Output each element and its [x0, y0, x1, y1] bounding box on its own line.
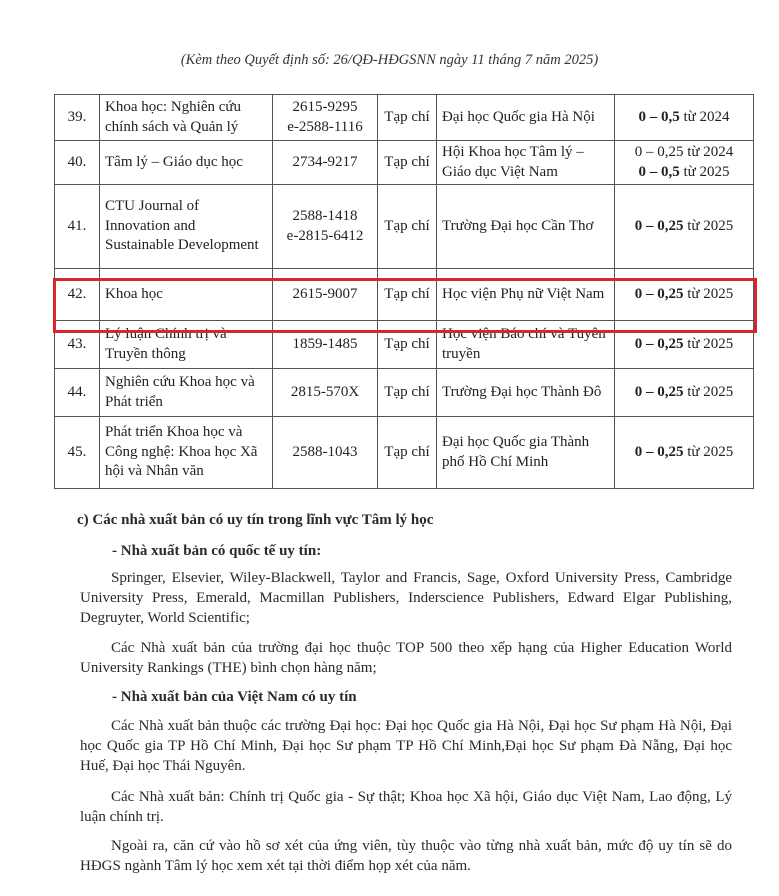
sub-vietnam-block	[80, 687, 732, 707]
publication-type: Tạp chí	[378, 95, 437, 141]
journal-row	[55, 185, 754, 269]
row-number: 40.	[55, 141, 100, 185]
intl-publishers-block	[80, 568, 732, 628]
publisher: Học viện Báo chí và Tuyên truyền	[437, 321, 615, 369]
score-range: 0 – 0,25 từ 2025	[615, 269, 754, 321]
journal-name: Tâm lý – Giáo dục học	[100, 141, 273, 185]
issn: 2734-9217	[273, 141, 378, 185]
publisher: Trường Đại học Cần Thơ	[437, 185, 615, 269]
score-range: 0 – 0,25 từ 2025	[615, 369, 754, 417]
publisher: Đại học Quốc gia Hà Nội	[437, 95, 615, 141]
section-c-heading	[77, 510, 732, 530]
row-number: 43.	[55, 321, 100, 369]
score-range: 0 – 0,5 từ 2024	[615, 95, 754, 141]
vn-universities-block	[80, 716, 732, 776]
journal-row	[55, 321, 754, 369]
journal-row	[55, 269, 754, 321]
publisher: Hội Khoa học Tâm lý – Giáo dục Việt Nam	[437, 141, 615, 185]
journal-table-body	[55, 95, 754, 489]
journal-name: Khoa học	[100, 269, 273, 321]
intl-universities-text: Các Nhà xuất bản của trường đại học thuộc TOP 500 theo xếp hạng của Higher Education World University Rankings (THE) bình chọn hàng năm;	[80, 640, 732, 676]
score-range: 0 – 0,25 từ 2025	[615, 185, 754, 269]
row-number: 39.	[55, 95, 100, 141]
publication-type: Tạp chí	[378, 369, 437, 417]
publisher: Học viện Phụ nữ Việt Nam	[437, 269, 615, 321]
score-range: 0 – 0,25 từ 2024 0 – 0,5 từ 2025	[615, 141, 754, 185]
subheading-vietnam: - Nhà xuất bản của Việt Nam có uy tín	[112, 689, 357, 705]
score-range: 0 – 0,25 từ 2025	[615, 417, 754, 489]
decision-reference-note: (Kèm theo Quyết định số: 26/QĐ-HĐGSNN ngày 11 tháng 7 năm 2025)	[180, 52, 599, 68]
vn-universities-text: Các Nhà xuất bản thuộc các trường Đại học: Đại học Quốc gia Hà Nội, Đại học Sư phạm Hà Nội, Đại học Quốc gia TP Hồ Chí Minh, Đại học Sư phạm TP Hồ Chí Minh,Đại học Sư phạm Đà Nẵng, Đại học Huế, Đại học Thái Nguyên.	[80, 718, 732, 774]
issn: 2588-1418 e-2815-6412	[273, 185, 378, 269]
journal-row	[55, 417, 754, 489]
row-number: 42.	[55, 269, 100, 321]
journal-row	[55, 95, 754, 141]
issn: 2588-1043	[273, 417, 378, 489]
publication-type: Tạp chí	[378, 269, 437, 321]
publication-type: Tạp chí	[378, 141, 437, 185]
journal-name: CTU Journal of Innovation and Sustainable Development	[100, 185, 273, 269]
publisher: Đại học Quốc gia Thành phố Hồ Chí Minh	[437, 417, 615, 489]
subheading-international: - Nhà xuất bản có quốc tế uy tín:	[112, 543, 322, 559]
journal-name: Lý luận Chính trị và Truyền thông	[100, 321, 273, 369]
issn: 1859-1485	[273, 321, 378, 369]
sub-international-block	[80, 541, 732, 561]
journal-name: Khoa học: Nghiên cứu chính sách và Quản lý	[100, 95, 273, 141]
issn: 2615-9007	[273, 269, 378, 321]
vn-others-block	[80, 787, 732, 827]
issn: 2615-9295 e-2588-1116	[273, 95, 378, 141]
publisher: Trường Đại học Thành Đô	[437, 369, 615, 417]
row-number: 44.	[55, 369, 100, 417]
publication-type: Tạp chí	[378, 321, 437, 369]
section-heading: c) Các nhà xuất bản có uy tín trong lĩnh vực Tâm lý học	[77, 512, 434, 528]
closing-text: Ngoài ra, căn cứ vào hồ sơ xét của ứng viên, tùy thuộc vào từng nhà xuất bản, mức độ uy tín sẽ do HĐGS ngành Tâm lý học xem xét tại thời điểm họp xét của năm.	[80, 838, 732, 874]
score-range: 0 – 0,25 từ 2025	[615, 321, 754, 369]
closing-block	[80, 836, 732, 876]
journal-name: Phát triển Khoa học và Công nghệ: Khoa học Xã hội và Nhân văn	[100, 417, 273, 489]
journal-row	[55, 369, 754, 417]
journal-table	[54, 94, 754, 489]
row-number: 41.	[55, 185, 100, 269]
row-number: 45.	[55, 417, 100, 489]
issn: 2815-570X	[273, 369, 378, 417]
intl-universities-block	[80, 638, 732, 678]
journal-row	[55, 141, 754, 185]
journal-name: Nghiên cứu Khoa học và Phát triển	[100, 369, 273, 417]
publication-type: Tạp chí	[378, 417, 437, 489]
vn-others-text: Các Nhà xuất bản: Chính trị Quốc gia - Sự thật; Khoa học Xã hội, Giáo dục Việt Nam, Lao động, Lý luận chính trị.	[80, 789, 732, 825]
publication-type: Tạp chí	[378, 185, 437, 269]
intl-publishers-text: Springer, Elsevier, Wiley-Blackwell, Taylor and Francis, Sage, Oxford University Press, Cambridge University Press, Emerald, Macmillan Publishers, Inderscience Publishers, Edward Elgar Publishing, Degruyter, World Scientific;	[80, 570, 732, 626]
